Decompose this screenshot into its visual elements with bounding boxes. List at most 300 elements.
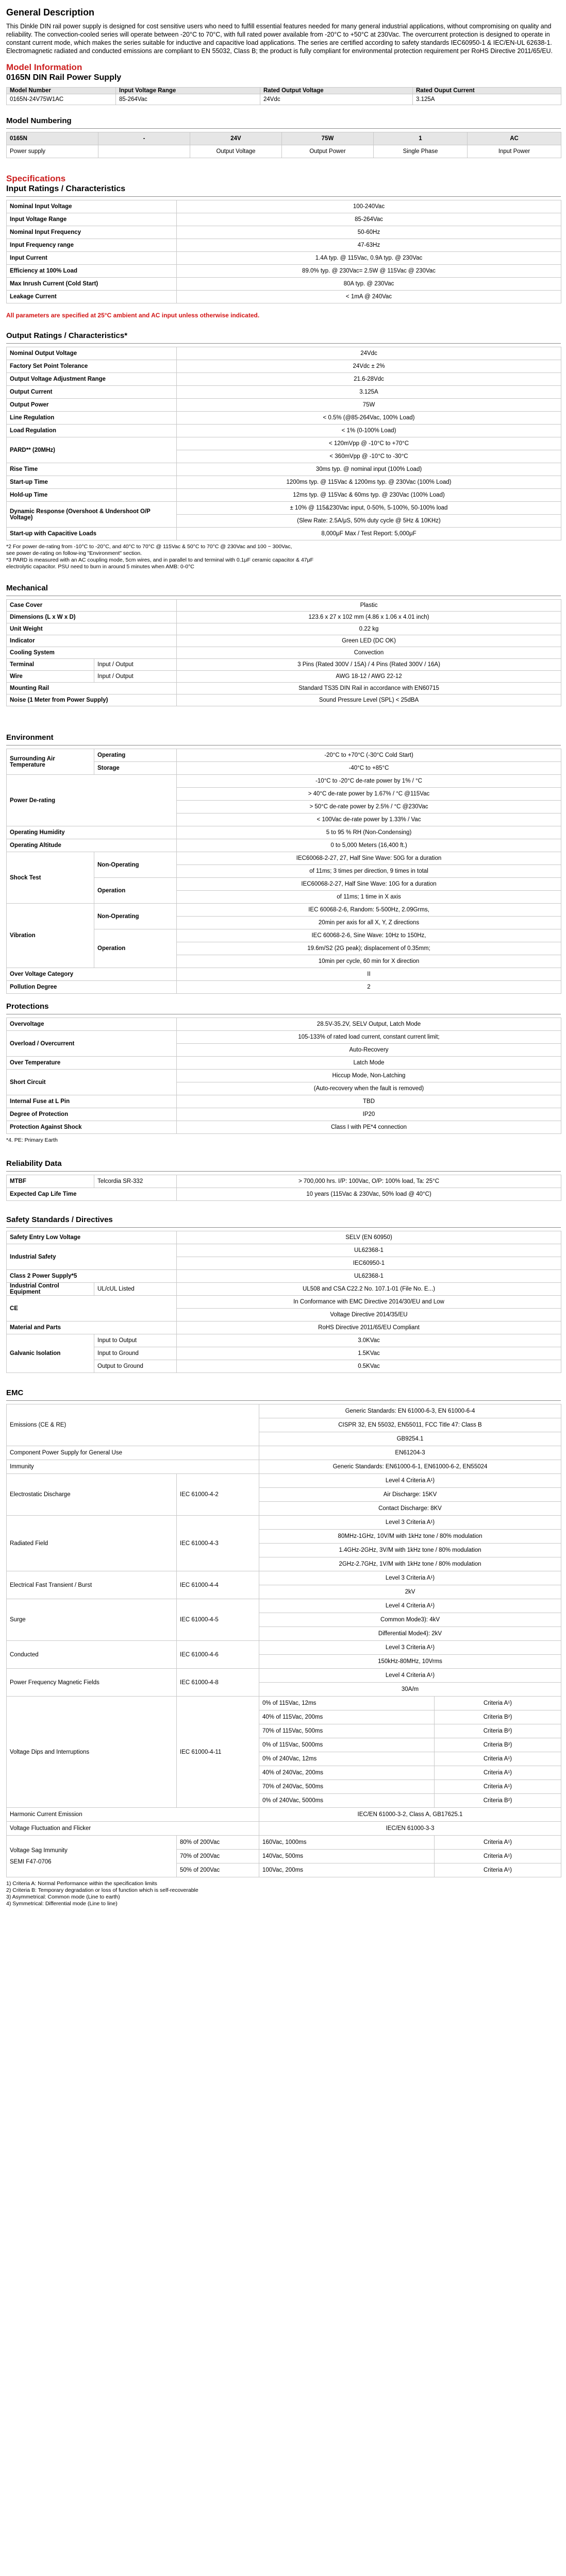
table-row — [7, 1404, 561, 1418]
table-cell: 1.4GHz-2GHz, 3V/M with 1kHz tone / 80% modulation — [259, 1544, 561, 1557]
model-code-desc: Power supply — [7, 145, 98, 158]
table-cell: Radiated Field — [7, 1516, 177, 1571]
table-cell: Output Power — [7, 399, 177, 412]
table-row — [7, 1446, 561, 1460]
table-cell: 89.0% typ. @ 230Vac= 2.5W @ 115Vac @ 230Vac — [177, 265, 561, 278]
table-cell: 47-63Hz — [177, 239, 561, 252]
model-code-cell: 75W — [282, 132, 374, 145]
table-cell: < 120mVpp @ -10°C to +70°C — [177, 437, 561, 450]
table-row — [7, 489, 561, 502]
sag-label: Voltage Sag Immunity — [10, 1848, 68, 1854]
table-row — [7, 1697, 561, 1710]
environment-title: Environment — [6, 733, 54, 742]
table-cell: Differential Mode4): 2kV — [259, 1627, 561, 1641]
table-cell: IEC 61000-4-3 — [177, 1516, 259, 1571]
table-row — [7, 1641, 561, 1655]
table-cell: IEC 61000-4-6 — [177, 1641, 259, 1669]
table-cell: Contact Discharge: 8KV — [259, 1502, 561, 1516]
table-row — [7, 213, 561, 226]
reliability-table — [6, 1175, 561, 1201]
table-row — [7, 1031, 561, 1044]
table-cell: 100Vac, 200ms — [259, 1863, 435, 1877]
table-cell: Overload / Overcurrent — [7, 1031, 177, 1057]
table-cell: UL/cUL Listed — [94, 1283, 177, 1296]
model-code-desc: Output Voltage — [190, 145, 282, 158]
model-code-desc: Single Phase — [374, 145, 468, 158]
table-cell: Criteria A¹) — [435, 1863, 561, 1877]
table-cell: IP20 — [177, 1108, 561, 1121]
sag-standard: SEMI F47-0706 — [10, 1859, 52, 1865]
table-cell: Line Regulation — [7, 412, 177, 425]
model-code-cell: - — [98, 132, 190, 145]
table-row — [7, 239, 561, 252]
table-cell: PARD** (20MHz) — [7, 437, 177, 463]
model-code-cell: 1 — [374, 132, 468, 145]
table-cell: Voltage Dips and Interruptions — [7, 1697, 177, 1808]
table-cell: Safety Entry Low Voltage — [7, 1231, 177, 1244]
table-row — [7, 1108, 561, 1121]
table-cell: IEC 61000-4-2 — [177, 1474, 259, 1516]
table-row — [7, 600, 561, 612]
table-cell: Unit Weight — [7, 623, 177, 635]
table-cell: Level 4 Criteria A¹) — [259, 1669, 561, 1683]
table-cell: of 11ms; 1 time in X axis — [177, 891, 561, 904]
table-cell: Latch Mode — [177, 1057, 561, 1070]
table-row — [7, 1095, 561, 1108]
table-cell: Criteria B²) — [435, 1724, 561, 1738]
table-cell: Operation — [94, 929, 177, 968]
table-row — [7, 200, 561, 213]
table-cell: Leakage Current — [7, 291, 177, 303]
table-row — [7, 612, 561, 623]
column-header: Rated Output Voltage — [260, 88, 413, 94]
table-row — [7, 1270, 561, 1283]
model-information-subtitle: 0165N DIN Rail Power Supply — [6, 73, 122, 82]
table-cell: Material and Parts — [7, 1321, 177, 1334]
table-cell: 19.6m/S2 (2G peak); displacement of 0.35mm; — [177, 942, 561, 955]
table-row — [7, 1057, 561, 1070]
table-header-row — [7, 88, 561, 94]
footnote-line: *2 For power de-rating from -10°C to -20°C, and 40°C to 70°C @ 115Vac & 50°C to 70°C @ 230Vac and 100 ~ 300Vac, — [6, 544, 292, 550]
table-cell: 12ms typ. @ 115Vac & 60ms typ. @ 230Vac (100% Load) — [177, 489, 561, 502]
table-row — [7, 502, 561, 515]
table-cell: IEC 61000-4-5 — [177, 1599, 259, 1641]
model-information-title: Model Information — [6, 62, 82, 72]
table-cell: Criteria A¹) — [435, 1836, 561, 1850]
footnote-line: *3 PARD is measured with an AC coupling mode, 5cm wires, and in parallel to and terminal with 0.1μF ceramic capacitor & 47μF — [6, 557, 314, 563]
table-row — [7, 671, 561, 683]
column-header: Rated Ouput Current — [413, 88, 561, 94]
table-cell: Input / Output — [94, 671, 177, 683]
table-cell: Green LED (DC OK) — [177, 635, 561, 647]
table-row — [7, 981, 561, 994]
table-cell: < 100Vac de-rate power by 1.33% / Vac — [177, 814, 561, 826]
table-cell: Criteria B²) — [435, 1794, 561, 1808]
model-numbering-title: Model Numbering — [6, 116, 72, 125]
table-row — [7, 399, 561, 412]
table-cell: EN61204-3 — [259, 1446, 561, 1460]
table-cell: 160Vac, 1000ms — [259, 1836, 435, 1850]
table-cell: Noise (1 Meter from Power Supply) — [7, 694, 177, 706]
footnote-line: 3) Asymmetrical: Common mode (Line to earth) — [6, 1894, 120, 1900]
table-row — [7, 386, 561, 399]
table-cell: Level 3 Criteria A¹) — [259, 1571, 561, 1585]
table-cell: UL62368-1 — [177, 1244, 561, 1257]
output-ratings-title: Output Ratings / Characteristics* — [6, 331, 128, 340]
table-row — [7, 1188, 561, 1201]
specifications-title: Specifications — [6, 174, 66, 183]
table-cell: IEC 61000-4-4 — [177, 1571, 259, 1599]
table-cell: 0% of 240Vac, 12ms — [259, 1752, 435, 1766]
table-cell: Nominal Input Voltage — [7, 200, 177, 213]
table-row — [7, 623, 561, 635]
table-row — [7, 1244, 561, 1257]
table-cell: Input to Output — [94, 1334, 177, 1347]
table-cell: 50% of 200Vac — [177, 1863, 259, 1877]
environment-table — [6, 749, 561, 994]
table-cell: Start-up with Capacitive Loads — [7, 528, 177, 540]
table-cell: CE — [7, 1296, 177, 1321]
table-row — [7, 145, 561, 158]
table-row — [7, 360, 561, 373]
table-cell: IEC60068-2-27, Half Sine Wave: 10G for a duration — [177, 878, 561, 891]
table-row — [7, 373, 561, 386]
table-cell: Convection — [177, 647, 561, 659]
table-cell: Cooling System — [7, 647, 177, 659]
protections-footnote: *4. PE: Primary Earth — [6, 1137, 58, 1143]
table-row — [7, 1460, 561, 1474]
model-code-cell: AC — [468, 132, 561, 145]
table-cell: IEC60068-2-27, 27, Half Sine Wave: 50G for a duration — [177, 852, 561, 865]
table-row — [7, 528, 561, 540]
table-cell: Emissions (CE & RE) — [7, 1404, 259, 1446]
table-cell: ± 10% @ 115&230Vac input, 0-50%, 5-100%, 50-100% load — [177, 502, 561, 515]
table-cell: GB9254.1 — [259, 1432, 561, 1446]
table-cell: 50-60Hz — [177, 226, 561, 239]
table-row — [7, 635, 561, 647]
table-cell: Level 3 Criteria A¹) — [259, 1516, 561, 1530]
table-cell: 40% of 240Vac, 200ms — [259, 1766, 435, 1780]
table-cell: Efficiency at 100% Load — [7, 265, 177, 278]
table-cell: Component Power Supply for General Use — [7, 1446, 259, 1460]
table-cell: Criteria A¹) — [435, 1697, 561, 1710]
table-row — [7, 1808, 561, 1822]
emc-table — [6, 1404, 561, 1877]
table-cell: 70% of 200Vac — [177, 1850, 259, 1863]
table-cell: Operating — [94, 749, 177, 762]
table-row — [7, 1175, 561, 1188]
table-cell: SELV (EN 60950) — [177, 1231, 561, 1244]
output-ratings-table — [6, 347, 561, 540]
table-cell: 75W — [177, 399, 561, 412]
table-row — [7, 694, 561, 706]
table-row — [7, 1296, 561, 1309]
table-row — [7, 1283, 561, 1296]
table-cell: 0.5KVac — [177, 1360, 561, 1373]
table-row — [7, 749, 561, 762]
table-cell: 30ms typ. @ nominal input (100% Load) — [177, 463, 561, 476]
table-cell: UL62368-1 — [177, 1270, 561, 1283]
table-cell: Harmonic Current Emission — [7, 1808, 259, 1822]
table-row — [7, 1474, 561, 1488]
table-row — [7, 132, 561, 145]
table-cell: Criteria B²) — [435, 1738, 561, 1752]
protections-table — [6, 1018, 561, 1134]
table-cell: II — [177, 968, 561, 981]
reliability-title: Reliability Data — [6, 1159, 62, 1168]
table-cell: Galvanic Isolation — [7, 1334, 94, 1373]
table-cell: Case Cover — [7, 600, 177, 612]
table-row — [7, 278, 561, 291]
general-description-title: General Description — [6, 7, 95, 18]
table-cell: 24Vdc ± 2% — [177, 360, 561, 373]
table-cell: 0% of 115Vac, 5000ms — [259, 1738, 435, 1752]
input-ratings-title: Input Ratings / Characteristics — [6, 184, 126, 193]
table-cell: 10min per cycle, 60 min for X direction — [177, 955, 561, 968]
mechanical-table — [6, 599, 561, 706]
table-row — [7, 265, 561, 278]
table-cell: Voltage Fluctuation and Flicker — [7, 1822, 259, 1836]
table-cell: Plastic — [177, 600, 561, 612]
table-cell: 3.0KVac — [177, 1334, 561, 1347]
table-cell: 24Vdc — [177, 347, 561, 360]
table-cell: 70% of 240Vac, 500ms — [259, 1780, 435, 1794]
table-cell: IEC60950-1 — [177, 1257, 561, 1270]
table-row — [7, 1599, 561, 1613]
model-numbering-table — [6, 132, 561, 158]
table-cell: 2GHz-2.7GHz, 1V/M with 1kHz tone / 80% modulation — [259, 1557, 561, 1571]
table-cell: Rise Time — [7, 463, 177, 476]
table-row — [7, 826, 561, 839]
table-cell: 80% of 200Vac — [177, 1836, 259, 1850]
table-cell: UL508 and CSA C22.2 No. 107.1-01 (File No. E...) — [177, 1283, 561, 1296]
table-cell: -20°C to +70°C (-30°C Cold Start) — [177, 749, 561, 762]
table-cell: Electrostatic Discharge — [7, 1474, 177, 1516]
table-row — [7, 1334, 561, 1347]
table-row — [7, 1516, 561, 1530]
table-cell: < 1% (0-100% Load) — [177, 425, 561, 437]
table-cell: 0165N-24V75W1AC — [7, 94, 116, 105]
table-cell: Overvoltage — [7, 1018, 177, 1031]
input-ratings-table — [6, 200, 561, 303]
table-cell: Hiccup Mode, Non-Latching — [177, 1070, 561, 1082]
table-cell: Degree of Protection — [7, 1108, 177, 1121]
table-row — [7, 291, 561, 303]
table-cell: Auto-Recovery — [177, 1044, 561, 1057]
table-row — [7, 437, 561, 450]
table-cell: IEC 61000-4-8 — [177, 1669, 259, 1697]
table-cell: Wire — [7, 671, 94, 683]
safety-table — [6, 1231, 561, 1373]
table-row — [7, 476, 561, 489]
table-cell: Input Current — [7, 252, 177, 265]
table-cell: Immunity — [7, 1460, 259, 1474]
table-row — [7, 1571, 561, 1585]
table-cell: Load Regulation — [7, 425, 177, 437]
emc-footnotes — [6, 1880, 561, 1907]
table-cell: AWG 18-12 / AWG 22-12 — [177, 671, 561, 683]
table-cell: Terminal — [7, 659, 94, 671]
footnote-line: electrolytic capacitor. PSU need to burn in around 5 minutes when AMB: 0-0°C — [6, 564, 194, 570]
table-cell: Criteria B²) — [435, 1710, 561, 1724]
table-cell: Common Mode3): 4kV — [259, 1613, 561, 1627]
table-cell: Industrial Control Equipment — [7, 1283, 94, 1296]
table-row — [7, 1669, 561, 1683]
table-cell: 0.22 kg — [177, 623, 561, 635]
table-cell: 2kV — [259, 1585, 561, 1599]
table-cell: Non-Operating — [94, 904, 177, 929]
table-cell: 3.125A — [413, 94, 561, 105]
table-cell: 85-264Vac — [177, 213, 561, 226]
table-row — [7, 839, 561, 852]
table-cell: Industrial Safety — [7, 1244, 177, 1270]
table-row — [7, 463, 561, 476]
table-cell: IEC/EN 61000-3-3 — [259, 1822, 561, 1836]
table-cell: IEC 60068-2-6, Random: 5-500Hz, 2.09Grms, — [177, 904, 561, 917]
footnote-line: 1) Criteria A: Normal Performance within the specification limits — [6, 1880, 157, 1887]
table-row — [7, 968, 561, 981]
table-row — [7, 1231, 561, 1244]
table-row — [7, 94, 561, 105]
table-cell: Criteria A¹) — [435, 1780, 561, 1794]
table-cell: (Auto-recovery when the fault is removed) — [177, 1082, 561, 1095]
table-cell: Criteria A¹) — [435, 1752, 561, 1766]
table-cell: IEC 61000-4-11 — [177, 1697, 259, 1808]
table-row — [7, 683, 561, 694]
model-code-desc: Output Power — [282, 145, 374, 158]
table-cell: Conducted — [7, 1641, 177, 1669]
table-cell: Criteria A¹) — [435, 1850, 561, 1863]
output-footnotes — [6, 544, 561, 570]
table-cell: Level 3 Criteria A¹) — [259, 1641, 561, 1655]
table-cell: Operating Humidity — [7, 826, 177, 839]
table-cell: Input / Output — [94, 659, 177, 671]
table-cell: Generic Standards: EN 61000-6-3, EN 61000-6-4 — [259, 1404, 561, 1418]
table-cell: TBD — [177, 1095, 561, 1108]
table-cell: 28.5V-35.2V, SELV Output, Latch Mode — [177, 1018, 561, 1031]
table-cell: Storage — [94, 762, 177, 775]
model-code-cell: 0165N — [7, 132, 98, 145]
table-row — [7, 852, 561, 865]
table-cell: Shock Test — [7, 852, 94, 904]
table-cell: IEC/EN 61000-3-2, Class A, GB17625.1 — [259, 1808, 561, 1822]
table-row — [7, 659, 561, 671]
table-cell: 150kHz-80MHz, 10Vrms — [259, 1655, 561, 1669]
protections-title: Protections — [6, 1002, 49, 1011]
table-cell: 21.6-28Vdc — [177, 373, 561, 386]
table-row — [7, 1822, 561, 1836]
table-cell: Surge — [7, 1599, 177, 1641]
table-cell: 40% of 115Vac, 200ms — [259, 1710, 435, 1724]
table-cell: Input Voltage Range — [7, 213, 177, 226]
table-cell: Class I with PE*4 connection — [177, 1121, 561, 1134]
table-cell: Start-up Time — [7, 476, 177, 489]
table-cell: 0 to 5,000 Meters (16,400 ft.) — [177, 839, 561, 852]
table-cell: (Slew Rate: 2.5A/μS, 50% duty cycle @ 5Hz & 10KHz) — [177, 515, 561, 528]
table-row — [7, 1321, 561, 1334]
table-cell: 80MHz-1GHz, 10V/M with 1kHz tone / 80% modulation — [259, 1530, 561, 1544]
table-cell: Telcordia SR-332 — [94, 1175, 177, 1188]
table-cell: 1.4A typ. @ 115Vac, 0.9A typ. @ 230Vac — [177, 252, 561, 265]
table-cell: Output to Ground — [94, 1360, 177, 1373]
table-cell: 70% of 115Vac, 500ms — [259, 1724, 435, 1738]
table-cell: 5 to 95 % RH (Non-Condensing) — [177, 826, 561, 839]
table-row — [7, 1121, 561, 1134]
mechanical-title: Mechanical — [6, 584, 48, 592]
table-row — [7, 425, 561, 437]
table-cell: < 1mA @ 240Vac — [177, 291, 561, 303]
safety-title: Safety Standards / Directives — [6, 1215, 113, 1224]
table-cell: Level 4 Criteria A¹) — [259, 1474, 561, 1488]
table-cell: 0% of 240Vac, 5000ms — [259, 1794, 435, 1808]
model-information-table — [6, 87, 561, 105]
table-cell: Max Inrush Current (Cold Start) — [7, 278, 177, 291]
table-cell: Air Discharge: 15KV — [259, 1488, 561, 1502]
table-cell: 100-240Vac — [177, 200, 561, 213]
footnote-line: 4) Symmetrical: Differential mode (Line to line) — [6, 1901, 118, 1907]
table-cell: 30A/m — [259, 1683, 561, 1697]
table-row — [7, 252, 561, 265]
table-cell: -40°C to +85°C — [177, 762, 561, 775]
table-cell: Input to Ground — [94, 1347, 177, 1360]
table-cell: 140Vac, 500ms — [259, 1850, 435, 1863]
table-cell: CISPR 32, EN 55032, EN55011, FCC Title 47: Class B — [259, 1418, 561, 1432]
table-cell: Vibration — [7, 904, 94, 968]
emc-title: EMC — [6, 1388, 24, 1397]
table-cell: Dimensions (L x W x D) — [7, 612, 177, 623]
table-cell: 80A typ. @ 230Vac — [177, 278, 561, 291]
table-cell: Non-Operating — [94, 852, 177, 878]
table-row — [7, 226, 561, 239]
table-cell: Short Circuit — [7, 1070, 177, 1095]
general-description-text: This Dinkle DIN rail power supply is designed for cost sensitive users who need to fulfill essential features needed for many general industrial applications, without compromising on quality and reliability. The convection-cooled series will operate between -20°C to 70°C, with full rated power available from -20°C to +50°C at 230Vac. The overcurrent protection is designed to operate in constant current mode, which makes the series suitable for inductive and capacitive load applications. The series are certified according to safety standards IEC60950-1 & IEC/EN-UL 62638-1. Electromagnetic radiated and conducted emissions are compliant to EN 55032, Class B; the product is fully compliant for environmental protection requirement per RoHS Directive 2011/65/EU. — [6, 23, 553, 55]
table-cell: Class 2 Power Supply*5 — [7, 1270, 177, 1283]
table-cell: Over Voltage Category — [7, 968, 177, 981]
table-cell: Electrical Fast Transient / Burst — [7, 1571, 177, 1599]
table-cell: Indicator — [7, 635, 177, 647]
model-code-desc: Input Power — [468, 145, 561, 158]
table-cell: Factory Set Point Tolerance — [7, 360, 177, 373]
table-cell: Input Frequency range — [7, 239, 177, 252]
table-cell: Nominal Output Voltage — [7, 347, 177, 360]
table-cell: Power De-rating — [7, 775, 177, 826]
table-cell: of 11ms; 3 times per direction, 9 times in total — [177, 865, 561, 878]
table-cell: > 50°C de-rate power by 2.5% / °C @230Vac — [177, 801, 561, 814]
table-cell: Hold-up Time — [7, 489, 177, 502]
table-cell: 123.6 x 27 x 102 mm (4.86 x 1.06 x 4.01 inch) — [177, 612, 561, 623]
table-cell: 8,000μF Max / Test Report: 5,000μF — [177, 528, 561, 540]
table-cell: Mounting Rail — [7, 683, 177, 694]
table-cell: Power Frequency Magnetic Fields — [7, 1669, 177, 1697]
table-row — [7, 412, 561, 425]
column-header: Input Voltage Range — [116, 88, 260, 94]
model-code-desc — [98, 145, 190, 158]
table-cell: 24Vdc — [260, 94, 413, 105]
table-row — [7, 775, 561, 788]
table-cell: 10 years (115Vac & 230Vac, 50% load @ 40°C) — [177, 1188, 561, 1201]
table-cell: Level 4 Criteria A¹) — [259, 1599, 561, 1613]
table-cell: Standard TS35 DIN Rail in accordance with EN60715 — [177, 683, 561, 694]
table-cell: Operation — [94, 878, 177, 904]
table-cell: Pollution Degree — [7, 981, 177, 994]
table-row — [7, 647, 561, 659]
table-cell: Dynamic Response (Overshoot & Undershoot O/P Voltage) — [7, 502, 177, 528]
table-cell: Surrounding Air Temperature — [7, 749, 94, 775]
table-cell: 85-264Vac — [116, 94, 260, 105]
table-cell: In Conformance with EMC Directive 2014/30/EU and Low — [177, 1296, 561, 1309]
table-cell: Internal Fuse at L Pin — [7, 1095, 177, 1108]
table-cell: 3 Pins (Rated 300V / 15A) / 4 Pins (Rated 300V / 16A) — [177, 659, 561, 671]
